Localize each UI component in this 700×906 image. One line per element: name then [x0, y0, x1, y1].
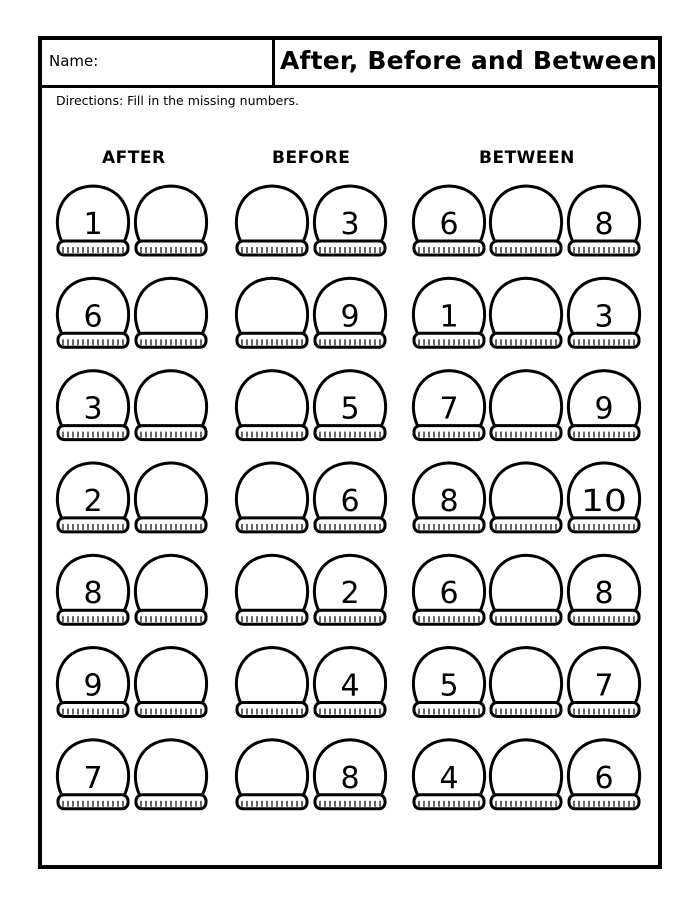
ornament-globe [236, 555, 307, 611]
ornament-number: 7 [439, 391, 459, 427]
ornament-number: 6 [439, 576, 459, 612]
after-ornament-r2-2[interactable] [135, 278, 206, 347]
ornament-number: 3 [340, 207, 360, 242]
after-ornament-r1-2[interactable] [135, 186, 206, 255]
ornament-number: 6 [594, 760, 614, 796]
ornament-globe [490, 740, 561, 796]
ornament-number: 5 [340, 391, 360, 427]
ornament-number: 4 [340, 668, 360, 704]
between-ornament-r1-2[interactable] [490, 186, 561, 255]
between-ornament-r3-2[interactable] [490, 371, 561, 440]
ornament-globe [236, 278, 307, 334]
ornament-number: 8 [594, 207, 614, 242]
between-ornament-r6-1 [413, 648, 484, 717]
ornament-number: 6 [83, 299, 103, 335]
ornament-number: 9 [594, 391, 614, 427]
ornament-globe [236, 371, 307, 427]
ornament-globe [135, 648, 206, 704]
between-ornament-r7-2[interactable] [490, 740, 561, 809]
before-ornament-r1-1[interactable] [236, 186, 307, 255]
after-ornament-r1-1 [57, 186, 128, 255]
between-ornament-r1-3 [568, 186, 639, 255]
ornament-globe [490, 555, 561, 611]
ornament-number: 6 [439, 207, 459, 242]
ornament-number: 1 [439, 299, 459, 335]
before-ornament-r4-1[interactable] [236, 463, 307, 532]
column-header-before: BEFORE [272, 148, 351, 168]
after-ornament-r5-1 [57, 555, 128, 624]
between-ornament-r5-1 [413, 555, 484, 624]
before-ornament-r7-1[interactable] [236, 740, 307, 809]
ornament-number: 8 [439, 483, 459, 519]
after-ornament-r7-1 [57, 740, 128, 809]
after-ornament-r5-2[interactable] [135, 555, 206, 624]
before-ornament-r3-1[interactable] [236, 371, 307, 440]
after-ornament-r2-1 [57, 278, 128, 347]
ornament-globe [490, 371, 561, 427]
between-ornament-r4-2[interactable] [490, 463, 561, 532]
ornament-number: 6 [340, 483, 360, 519]
before-ornament-r6-1[interactable] [236, 648, 307, 717]
ornament-number: 9 [340, 299, 360, 335]
ornament-number: 3 [83, 391, 103, 427]
ornament-number: 7 [594, 668, 614, 704]
between-ornament-r6-3 [568, 648, 639, 717]
ornament-number: 8 [340, 760, 360, 796]
between-ornament-r4-1 [413, 463, 484, 532]
before-ornament-r4-2 [314, 463, 385, 532]
between-ornament-r2-2[interactable] [490, 278, 561, 347]
column-header-between: BETWEEN [479, 148, 575, 168]
ornament-number: 9 [83, 668, 103, 704]
ornament-globe [236, 186, 307, 242]
after-ornament-r6-2[interactable] [135, 648, 206, 717]
between-ornament-r5-3 [568, 555, 639, 624]
before-ornament-r7-2 [314, 740, 385, 809]
between-ornament-r2-3 [568, 278, 639, 347]
between-ornament-r5-2[interactable] [490, 555, 561, 624]
before-ornament-r6-2 [314, 648, 385, 717]
between-ornament-r7-1 [413, 740, 484, 809]
after-ornament-r4-1 [57, 463, 128, 532]
between-ornament-r6-2[interactable] [490, 648, 561, 717]
ornament-globe [236, 740, 307, 796]
before-ornament-r2-1[interactable] [236, 278, 307, 347]
ornament-globe [135, 371, 206, 427]
after-ornament-r4-2[interactable] [135, 463, 206, 532]
after-ornament-r6-1 [57, 648, 128, 717]
column-header-after: AFTER [102, 148, 166, 168]
after-ornament-r3-1 [57, 371, 128, 440]
ornament-number: 8 [83, 576, 103, 612]
ornament-globe [236, 463, 307, 519]
ornament-number: 1 [83, 207, 103, 242]
ornament-globe [490, 278, 561, 334]
between-ornament-r7-3 [568, 740, 639, 809]
name-label: Name: [49, 52, 99, 70]
ornament-globe [135, 278, 206, 334]
before-ornament-r5-2 [314, 555, 385, 624]
ornament-globe [135, 186, 206, 242]
ornament-globe [135, 463, 206, 519]
ornament-globe [490, 186, 561, 242]
before-ornament-r5-1[interactable] [236, 555, 307, 624]
between-ornament-r3-1 [413, 371, 484, 440]
between-ornament-r2-1 [413, 278, 484, 347]
after-ornament-r3-2[interactable] [135, 371, 206, 440]
ornament-number: 10 [581, 483, 627, 519]
before-ornament-r1-2 [314, 186, 385, 255]
between-ornament-r1-1 [413, 186, 484, 255]
page-title: After, Before and Between [280, 46, 658, 75]
ornament-number: 4 [439, 760, 459, 796]
between-ornament-r3-3 [568, 371, 639, 440]
ornament-globe [490, 463, 561, 519]
ornament-number: 3 [594, 299, 614, 335]
ornament-number: 2 [340, 576, 360, 612]
ornament-globe [490, 648, 561, 704]
before-ornament-r3-2 [314, 371, 385, 440]
ornament-number: 2 [83, 483, 103, 519]
after-ornament-r7-2[interactable] [135, 740, 206, 809]
ornament-globe [135, 740, 206, 796]
ornament-number: 8 [594, 576, 614, 612]
ornament-globe [135, 555, 206, 611]
ornament-number: 7 [83, 760, 103, 796]
directions-text: Directions: Fill in the missing numbers. [56, 93, 299, 108]
ornament-number: 5 [439, 668, 459, 704]
before-ornament-r2-2 [314, 278, 385, 347]
ornament-globe [236, 648, 307, 704]
between-ornament-r4-3 [568, 463, 639, 532]
